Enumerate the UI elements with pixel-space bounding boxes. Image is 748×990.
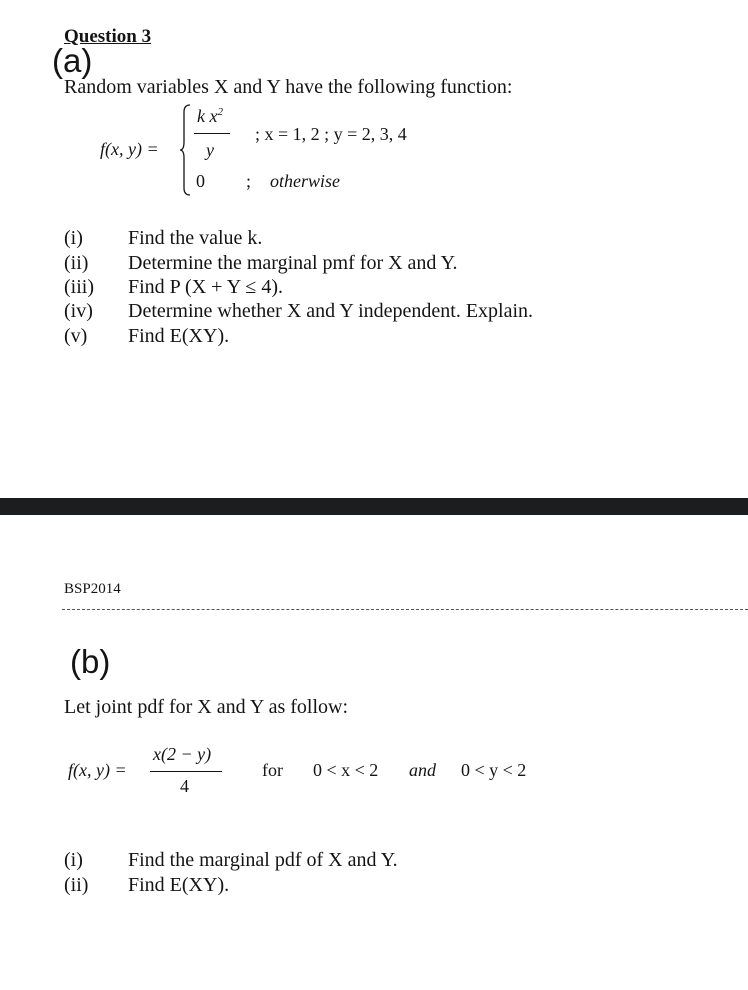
case1-condition: ; x = 1, 2 ; y = 2, 3, 4: [255, 124, 407, 144]
case2-value: 0: [196, 171, 205, 191]
function-lhs: f(x, y) =: [100, 139, 159, 159]
case2-sep: ;: [246, 171, 252, 191]
y-range: 0 < y < 2: [461, 760, 527, 780]
question-title: Question 3: [64, 26, 152, 47]
piecewise-brace: [180, 104, 192, 196]
function-denominator: 4: [180, 776, 189, 796]
list-item: Determine the marginal pmf for X and Y.: [128, 252, 458, 274]
list-item: Find P (X + Y ≤ 4).: [128, 276, 284, 298]
page-separator: [0, 498, 748, 515]
list-item-number: (iii): [64, 276, 94, 298]
part-a-label: (a): [52, 42, 93, 79]
part-b-label: (b): [70, 643, 111, 680]
for-word: for: [262, 760, 283, 780]
case1-denominator: y: [206, 140, 214, 160]
list-item: Find E(XY).: [128, 325, 230, 347]
function-lhs: f(x, y) =: [68, 760, 127, 780]
course-code: BSP2014: [64, 581, 121, 597]
dashed-divider: [62, 609, 748, 610]
list-item-number: (iv): [64, 300, 93, 322]
case2-condition: otherwise: [270, 171, 340, 191]
list-item: Find the marginal pdf of X and Y.: [128, 849, 398, 871]
list-item-number: (ii): [64, 252, 89, 274]
list-item-number: (i): [64, 849, 83, 871]
function-numerator: x(2 − y): [153, 744, 212, 764]
part-a-intro: Random variables X and Y have the following function:: [64, 76, 513, 98]
list-item: Determine whether X and Y independent. Explain.: [128, 300, 534, 322]
list-item: Find E(XY).: [128, 874, 230, 896]
and-word: and: [409, 760, 436, 780]
list-item-number: (ii): [64, 874, 89, 896]
x-range: 0 < x < 2: [313, 760, 379, 780]
list-item: Find the value k.: [128, 227, 263, 249]
case1-numerator: k $x^2$: [197, 106, 223, 126]
list-item-number: (v): [64, 325, 88, 347]
part-b-intro: Let joint pdf for X and Y as follow:: [64, 696, 349, 718]
list-item-number: (i): [64, 227, 83, 249]
